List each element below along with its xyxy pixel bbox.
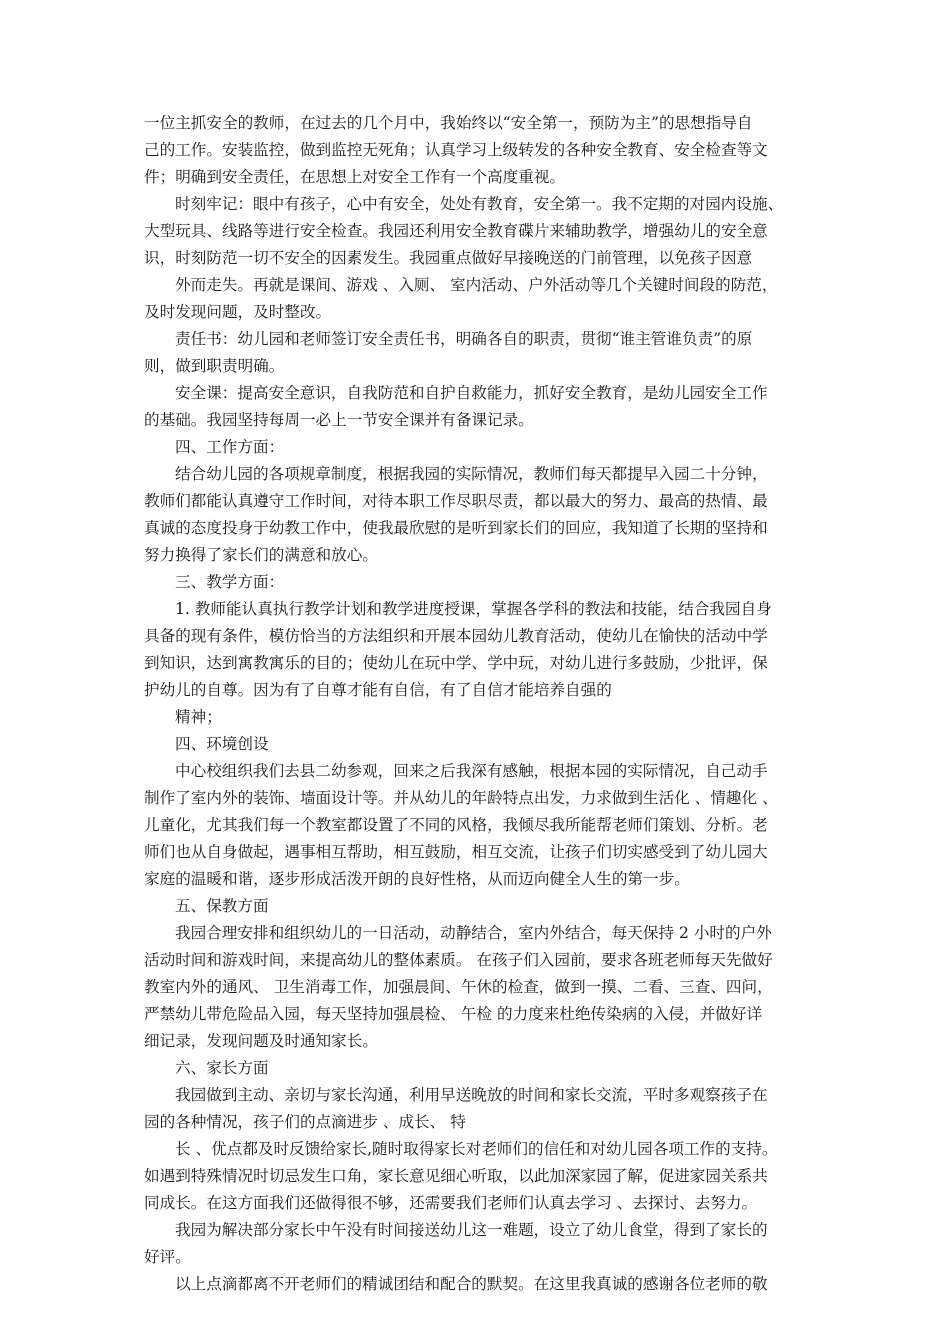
text-line: 大型玩具、线路等进行安全检查。我园还利用安全教育碟片来辅助教学，增强幼儿的安全意 xyxy=(144,222,768,240)
text-line: 教室内外的通风、 卫生消毒工作，加强晨间、午休的检查，做到一摸、二看、三查、四问， xyxy=(144,978,773,996)
text-line: 三、教学方面： xyxy=(175,573,285,591)
text-line: 中心校组织我们去县二幼参观，回来之后我深有感触，根据本园的实际情况，自己动手 xyxy=(175,762,768,780)
text-line: 园的各种情况，孩子们的点滴进步 、成长、 特 xyxy=(144,1113,466,1131)
text-line: 制作了室内外的装饰、墙面设计等。并从幼儿的年龄特点出发，力求做到生活化 、情趣化 、 xyxy=(144,789,778,807)
text-line: 好评。 xyxy=(144,1248,191,1266)
text-line: 我园为解决部分家长中午没有时间接送幼儿这一难题，设立了幼儿食堂，得到了家长的 xyxy=(175,1221,768,1239)
text-line: 1. 教师能认真执行教学计划和教学进度授课，掌握各学科的教法和技能，结合我园自身 xyxy=(175,600,772,618)
text-line: 具备的现有条件，模仿恰当的方法组织和开展本园幼儿教育活动，使幼儿在愉快的活动中学 xyxy=(144,627,768,645)
text-line: 我园合理安排和组织幼儿的一日活动，动静结合，室内外结合，每天保持 2 小时的户外 xyxy=(175,924,772,942)
text-line: 五、保教方面 xyxy=(175,897,269,915)
text-line: 到知识，达到寓教寓乐的目的；使幼儿在玩中学、学中玩，对幼儿进行多鼓励，少批评，保 xyxy=(144,654,768,672)
text-line: 精神； xyxy=(175,708,222,726)
text-line: 我园做到主动、亲切与家长沟通，利用早送晚放的时间和家长交流，平时多观察孩子在 xyxy=(175,1086,768,1104)
text-line: 识，时刻防范一切不安全的因素发生。我园重点做好早接晚送的门前管理，以免孩子因意 xyxy=(144,249,753,267)
document-body xyxy=(144,110,818,1298)
text-line: 儿童化，尤其我们每一个教室都设置了不同的风格，我倾尽我所能帮老师们策划、分析。老 xyxy=(144,816,768,834)
text-line: 时刻牢记：眼中有孩子，心中有安全，处处有教育，安全第一。我不定期的对园内设施、 xyxy=(175,195,784,213)
text-line: 结合幼儿园的各项规章制度，根据我园的实际情况，教师们每天都提早入园二十分钟， xyxy=(175,465,768,483)
text-line: 外而走失。再就是课间、游戏 、入厕、 室内活动、户外活动等几个关键时间段的防范， xyxy=(175,276,778,294)
text-line: 同成长。在这方面我们还做得很不够，还需要我们老师们认真去学习 、去探讨、去努力。 xyxy=(144,1194,758,1212)
text-line: 安全课：提高安全意识，自我防范和自护自救能力，抓好安全教育，是幼儿园安全工作 xyxy=(175,384,768,402)
text-line: 教师们都能认真遵守工作时间，对待本职工作尽职尽责，都以最大的努力、最高的热情、最 xyxy=(144,492,768,510)
text-line: 己的工作。安装监控，做到监控无死角；认真学习上级转发的各种安全教育、安全检查等文 xyxy=(144,141,768,159)
text-line: 六、家长方面 xyxy=(175,1059,269,1077)
text-line: 家庭的温暖和谐，逐步形成活泼开朗的良好性格，从而迈向健全人生的第一步。 xyxy=(144,870,690,888)
text-line: 则，做到职责明确。 xyxy=(144,357,285,375)
text-line: 四、工作方面： xyxy=(175,438,285,456)
text-line: 如遇到特殊情况时切忌发生口角，家长意见细心听取，以此加深家园了解，促进家园关系共 xyxy=(144,1167,768,1185)
text-line: 四、环境创设 xyxy=(175,735,269,753)
text-line: 严禁幼儿带危险品入园，每天坚持加强晨检、 午检 的力度来杜绝传染病的入侵，并做好详 xyxy=(144,1005,763,1023)
text-line: 的基础。我园坚持每周一必上一节安全课并有备课记录。 xyxy=(144,411,534,429)
text-line: 师们也从自身做起，遇事相互帮助，相互鼓励，相互交流，让孩子们切实感受到了幼儿园大 xyxy=(144,843,768,861)
text-line: 件；明确到安全责任，在思想上对安全工作有一个高度重视。 xyxy=(144,168,566,186)
text-line: 及时发现问题，及时整改。 xyxy=(144,303,332,321)
text-line: 活动时间和游戏时间，来提高幼儿的整体素质。 在孩子们入园前，要求各班老师每天先做好 xyxy=(144,951,773,969)
text-line: 长 、优点都及时反馈给家长,随时取得家长对老师们的信任和对幼儿园各项工作的支持。 xyxy=(175,1140,778,1158)
text-line: 细记录，发现问题及时通知家长。 xyxy=(144,1032,378,1050)
text-line: 真诚的态度投身于幼教工作中，使我最欣慰的是听到家长们的回应，我知道了长期的坚持和 xyxy=(144,519,768,537)
text-line: 一位主抓安全的教师，在过去的几个月中，我始终以“安全第一，预防为主”的思想指导自 xyxy=(144,114,753,132)
text-line: 责任书：幼儿园和老师签订安全责任书，明确各自的职责，贯彻“谁主管谁负责”的原 xyxy=(175,330,753,348)
text-line: 努力换得了家长们的满意和放心。 xyxy=(144,546,378,564)
text-line: 以上点滴都离不开老师们的精诚团结和配合的默契。在这里我真诚的感谢各位老师的敬 xyxy=(175,1275,768,1293)
text-line: 护幼儿的自尊。因为有了自尊才能有自信，有了自信才能培养自强的 xyxy=(144,681,612,699)
